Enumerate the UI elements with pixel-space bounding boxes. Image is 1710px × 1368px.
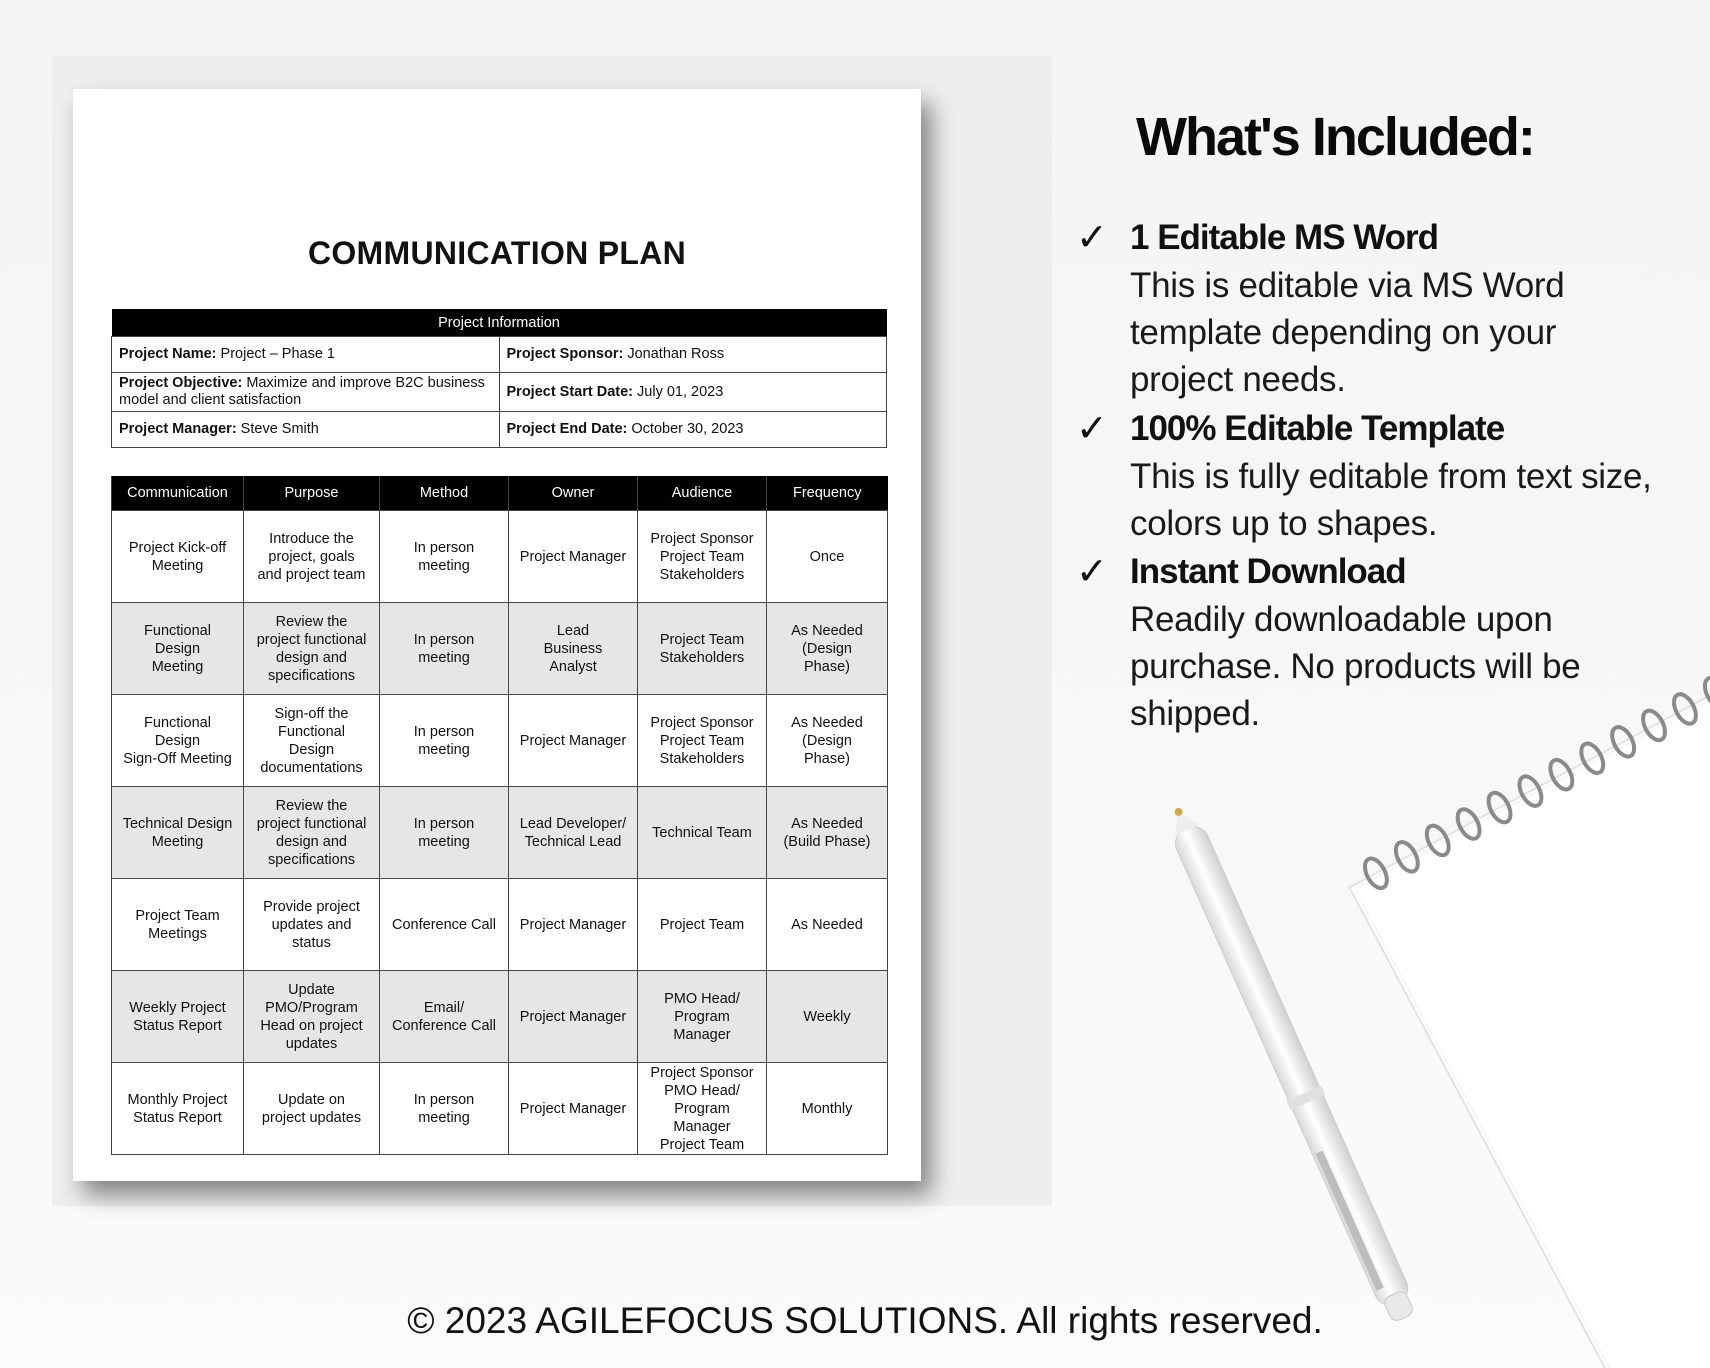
project-info-label: Project Sponsor:: [506, 346, 624, 362]
table-cell: Sign-off the Functional Design documentations: [244, 695, 380, 787]
project-info-cell: [499, 337, 887, 373]
table-cell: Review the project functional design and specifications: [244, 603, 380, 695]
table-cell: As Needed: [767, 879, 888, 971]
project-info-value: Maximize and improve B2C business model and client satisfaction: [119, 375, 485, 408]
included-item-title: 1 Editable MS Word: [1130, 218, 1439, 257]
table-cell: Project Manager: [509, 971, 638, 1063]
project-info-cell: [112, 373, 500, 412]
table-cell: As Needed (Design Phase): [767, 695, 888, 787]
table-cell: Technical Team: [638, 787, 767, 879]
project-info-label: Project Objective:: [119, 375, 243, 391]
included-item-title: Instant Download: [1130, 552, 1406, 591]
table-row: [112, 1063, 888, 1155]
included-item-title: 100% Editable Template: [1130, 409, 1505, 448]
project-info-label: Project Manager:: [119, 421, 237, 437]
table-row: [112, 603, 888, 695]
column-header: Owner: [509, 476, 638, 511]
table-cell: Project Sponsor Project Team Stakeholders: [638, 511, 767, 603]
table-cell: Project Team Stakeholders: [638, 603, 767, 695]
table-cell: PMO Head/ Program Manager: [638, 971, 767, 1063]
table-cell: Update on project updates: [244, 1063, 380, 1155]
notebook: [1342, 629, 1710, 1368]
project-info-label: Project Name:: [119, 346, 217, 362]
table-cell: Project Team: [638, 879, 767, 971]
table-cell: Weekly: [767, 971, 888, 1063]
table-cell: Project Sponsor PMO Head/ Program Manager Project Team: [638, 1063, 767, 1155]
table-cell: Project Manager: [509, 879, 638, 971]
table-cell: Once: [767, 511, 888, 603]
table-cell: Review the project functional design and specifications: [244, 787, 380, 879]
project-info-label: Project End Date:: [506, 421, 628, 437]
table-cell: Provide project updates and status: [244, 879, 380, 971]
communication-plan-table: [111, 476, 888, 1155]
column-header: Frequency: [767, 476, 888, 511]
included-item-desc: This is fully editable from text size, colors up to shapes.: [1130, 457, 1652, 543]
table-row: [112, 787, 888, 879]
table-cell: In person meeting: [380, 695, 509, 787]
check-icon: ✓: [1076, 406, 1108, 450]
table-cell: Functional Design Sign-Off Meeting: [112, 695, 244, 787]
table-cell: In person meeting: [380, 511, 509, 603]
table-cell: Project Manager: [509, 695, 638, 787]
table-cell: Email/ Conference Call: [380, 971, 509, 1063]
table-cell: Project Kick-off Meeting: [112, 511, 244, 603]
column-header: Audience: [638, 476, 767, 511]
project-info-value: July 01, 2023: [633, 383, 724, 400]
project-info-header: Project Information: [112, 309, 887, 337]
document-title: COMMUNICATION PLAN: [307, 235, 687, 271]
table-row: [112, 695, 888, 787]
table-cell: In person meeting: [380, 603, 509, 695]
table-cell: Functional Design Meeting: [112, 603, 244, 695]
included-item-desc: Readily downloadable upon purchase. No products will be shipped.: [1130, 600, 1581, 733]
project-info-table: [111, 309, 887, 448]
table-cell: Update PMO/Program Head on project updates: [244, 971, 380, 1063]
table-cell: Project Team Meetings: [112, 879, 244, 971]
copyright-footer: © 2023 AGILEFOCUS SOLUTIONS. All rights reserved.: [407, 1300, 1323, 1341]
whats-included-title: What's Included:: [1136, 107, 1534, 167]
table-cell: Weekly Project Status Report: [112, 971, 244, 1063]
table-cell: Project Manager: [509, 511, 638, 603]
table-cell: Monthly Project Status Report: [112, 1063, 244, 1155]
column-header: Method: [380, 476, 509, 511]
included-item-desc: This is editable via MS Word template depending on your project needs.: [1130, 266, 1565, 399]
table-cell: Lead Business Analyst: [509, 603, 638, 695]
table-cell: As Needed (Build Phase): [767, 787, 888, 879]
table-cell: Monthly: [767, 1063, 888, 1155]
table-cell: Technical Design Meeting: [112, 787, 244, 879]
project-info-cell: [499, 412, 887, 448]
table-cell: As Needed (Design Phase): [767, 603, 888, 695]
check-icon: ✓: [1076, 215, 1108, 259]
table-cell: In person meeting: [380, 787, 509, 879]
project-info-value: October 30, 2023: [627, 421, 744, 437]
table-cell: Conference Call: [380, 879, 509, 971]
column-header: Communication: [112, 476, 244, 511]
project-info-value: Project – Phase 1: [216, 346, 336, 362]
project-info-cell: [112, 412, 500, 448]
table-row: [112, 879, 888, 971]
table-cell: Lead Developer/ Technical Lead: [509, 787, 638, 879]
table-cell: Introduce the project, goals and project team: [244, 511, 380, 603]
project-info-cell: [499, 373, 887, 412]
column-header: Purpose: [244, 476, 380, 511]
project-info-row: [112, 337, 887, 373]
table-cell: In person meeting: [380, 1063, 509, 1155]
project-info-label: Project Start Date:: [506, 383, 634, 400]
project-info-cell: [112, 337, 500, 373]
project-info-value: Jonathan Ross: [623, 346, 725, 362]
table-cell: Project Manager: [509, 1063, 638, 1155]
table-row: [112, 511, 888, 603]
table-row: [112, 971, 888, 1063]
project-info-value: Steve Smith: [236, 421, 319, 437]
check-icon: ✓: [1076, 549, 1108, 593]
project-info-row: [112, 373, 887, 412]
document-sheet: [73, 89, 921, 1181]
table-cell: Project Sponsor Project Team Stakeholders: [638, 695, 767, 787]
project-info-row: [112, 412, 887, 448]
